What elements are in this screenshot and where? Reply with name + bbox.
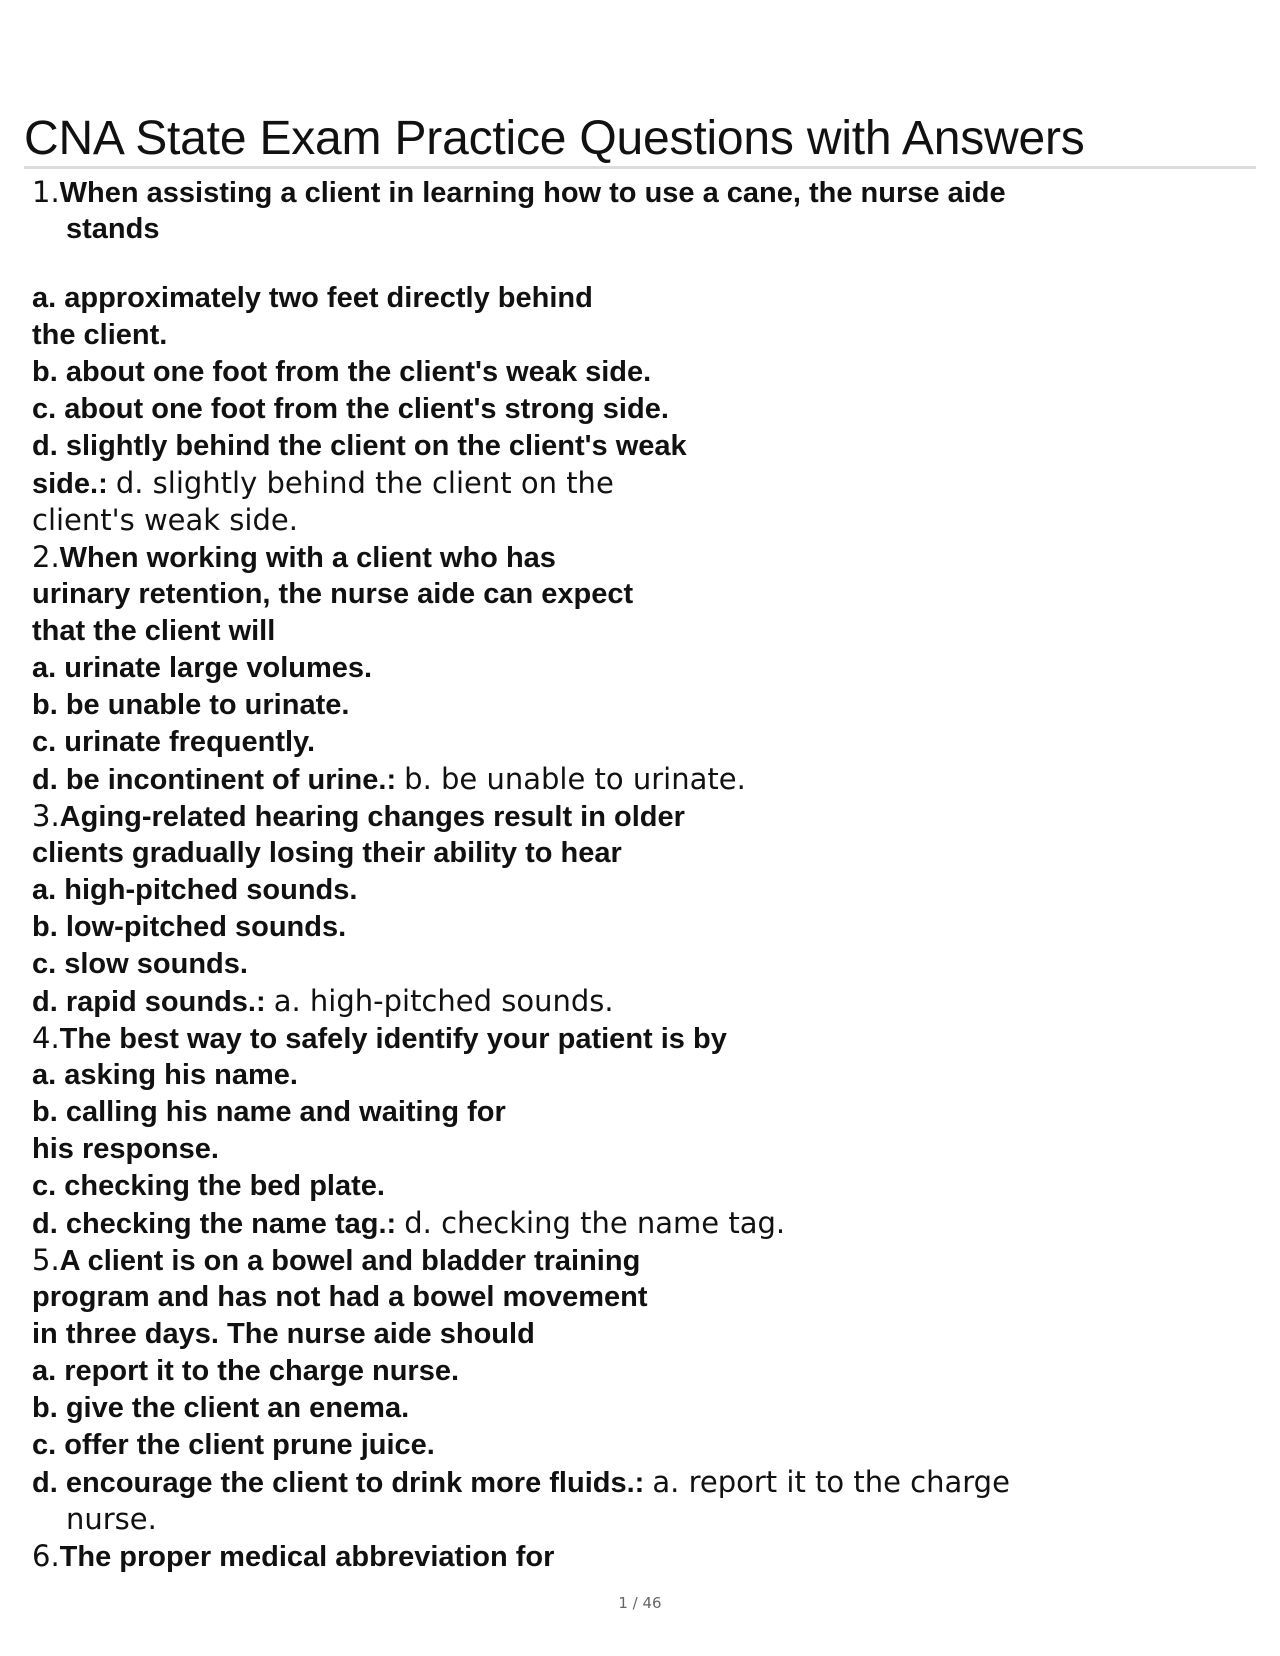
question-4-stem: 4.The best way to safely identify your patient is by bbox=[32, 1021, 727, 1055]
question-2-option-a: a. urinate large volumes. bbox=[32, 652, 373, 684]
question-1-stem: 1.When assisting a client in learning how to use a cane, the nurse aide bbox=[32, 175, 1006, 209]
answer-text: d. checking the name tag. bbox=[404, 1206, 786, 1240]
answer-text: a. report it to the charge bbox=[652, 1465, 1010, 1499]
question-5-option-b: b. give the client an enema. bbox=[32, 1392, 410, 1424]
question-1-answer: side.: d. slightly behind the client on the bbox=[32, 466, 614, 500]
title-divider bbox=[24, 166, 1256, 169]
question-5-option-d: d. encourage the client to drink more fluids.: a. report it to the charge bbox=[32, 1465, 1010, 1499]
answer-text: a. high-pitched sounds. bbox=[273, 984, 614, 1018]
answer-text: d. slightly behind the client on the bbox=[115, 466, 614, 500]
question-4-option-b: b. calling his name and waiting for bbox=[32, 1096, 506, 1128]
question-5-option-a: a. report it to the charge nurse. bbox=[32, 1355, 460, 1387]
question-2-option-d: d. be incontinent of urine.: b. be unable to urinate. bbox=[32, 762, 746, 796]
question-5-option-c: c. offer the client prune juice. bbox=[32, 1429, 435, 1461]
question-number: 6. bbox=[32, 1539, 60, 1573]
question-2-stem-cont: that the client will bbox=[32, 615, 276, 647]
question-3-stem: 3.Aging-related hearing changes result in older bbox=[32, 799, 685, 833]
question-1-stem-cont: stands bbox=[66, 213, 160, 245]
question-number: 5. bbox=[32, 1243, 60, 1277]
question-1-answer-cont: client's weak side. bbox=[32, 503, 298, 537]
question-3-option-c: c. slow sounds. bbox=[32, 948, 248, 980]
question-5-stem-cont: program and has not had a bowel movement bbox=[32, 1281, 648, 1313]
page-number: 1 / 46 bbox=[618, 1594, 662, 1612]
answer-text: b. be unable to urinate. bbox=[404, 762, 746, 796]
question-5-stem: 5.A client is on a bowel and bladder training bbox=[32, 1243, 641, 1277]
page-title: CNA State Exam Practice Questions with Answers bbox=[24, 112, 1085, 165]
question-number: 4. bbox=[32, 1021, 60, 1055]
question-3-option-b: b. low-pitched sounds. bbox=[32, 911, 347, 943]
question-number: 2. bbox=[32, 540, 60, 574]
question-1-option-a-cont: the client. bbox=[32, 319, 168, 351]
question-1-option-c: c. about one foot from the client's strong side. bbox=[32, 393, 669, 425]
question-5-answer-cont: nurse. bbox=[66, 1502, 157, 1536]
question-2-option-b: b. be unable to urinate. bbox=[32, 689, 350, 721]
question-2-option-c: c. urinate frequently. bbox=[32, 726, 316, 758]
question-1-option-b: b. about one foot from the client's weak side. bbox=[32, 356, 652, 388]
question-number: 1. bbox=[32, 175, 60, 209]
question-1-option-d: d. slightly behind the client on the client's weak bbox=[32, 430, 687, 462]
question-5-stem-cont: in three days. The nurse aide should bbox=[32, 1318, 535, 1350]
question-4-option-b-cont: his response. bbox=[32, 1133, 219, 1165]
question-4-option-d: d. checking the name tag.: d. checking the name tag. bbox=[32, 1206, 786, 1240]
question-number: 3. bbox=[32, 799, 60, 833]
question-4-option-c: c. checking the bed plate. bbox=[32, 1170, 385, 1202]
question-6-stem: 6.The proper medical abbreviation for bbox=[32, 1539, 555, 1573]
question-2-stem: 2.When working with a client who has bbox=[32, 540, 556, 574]
question-3-option-d: d. rapid sounds.: a. high-pitched sounds. bbox=[32, 984, 614, 1018]
question-3-stem-cont: clients gradually losing their ability to hear bbox=[32, 837, 622, 869]
question-list bbox=[32, 174, 1242, 1575]
question-4-option-a: a. asking his name. bbox=[32, 1059, 298, 1091]
question-2-stem-cont: urinary retention, the nurse aide can expect bbox=[32, 578, 634, 610]
question-3-option-a: a. high-pitched sounds. bbox=[32, 874, 358, 906]
question-1-option-a: a. approximately two feet directly behind bbox=[32, 282, 593, 314]
